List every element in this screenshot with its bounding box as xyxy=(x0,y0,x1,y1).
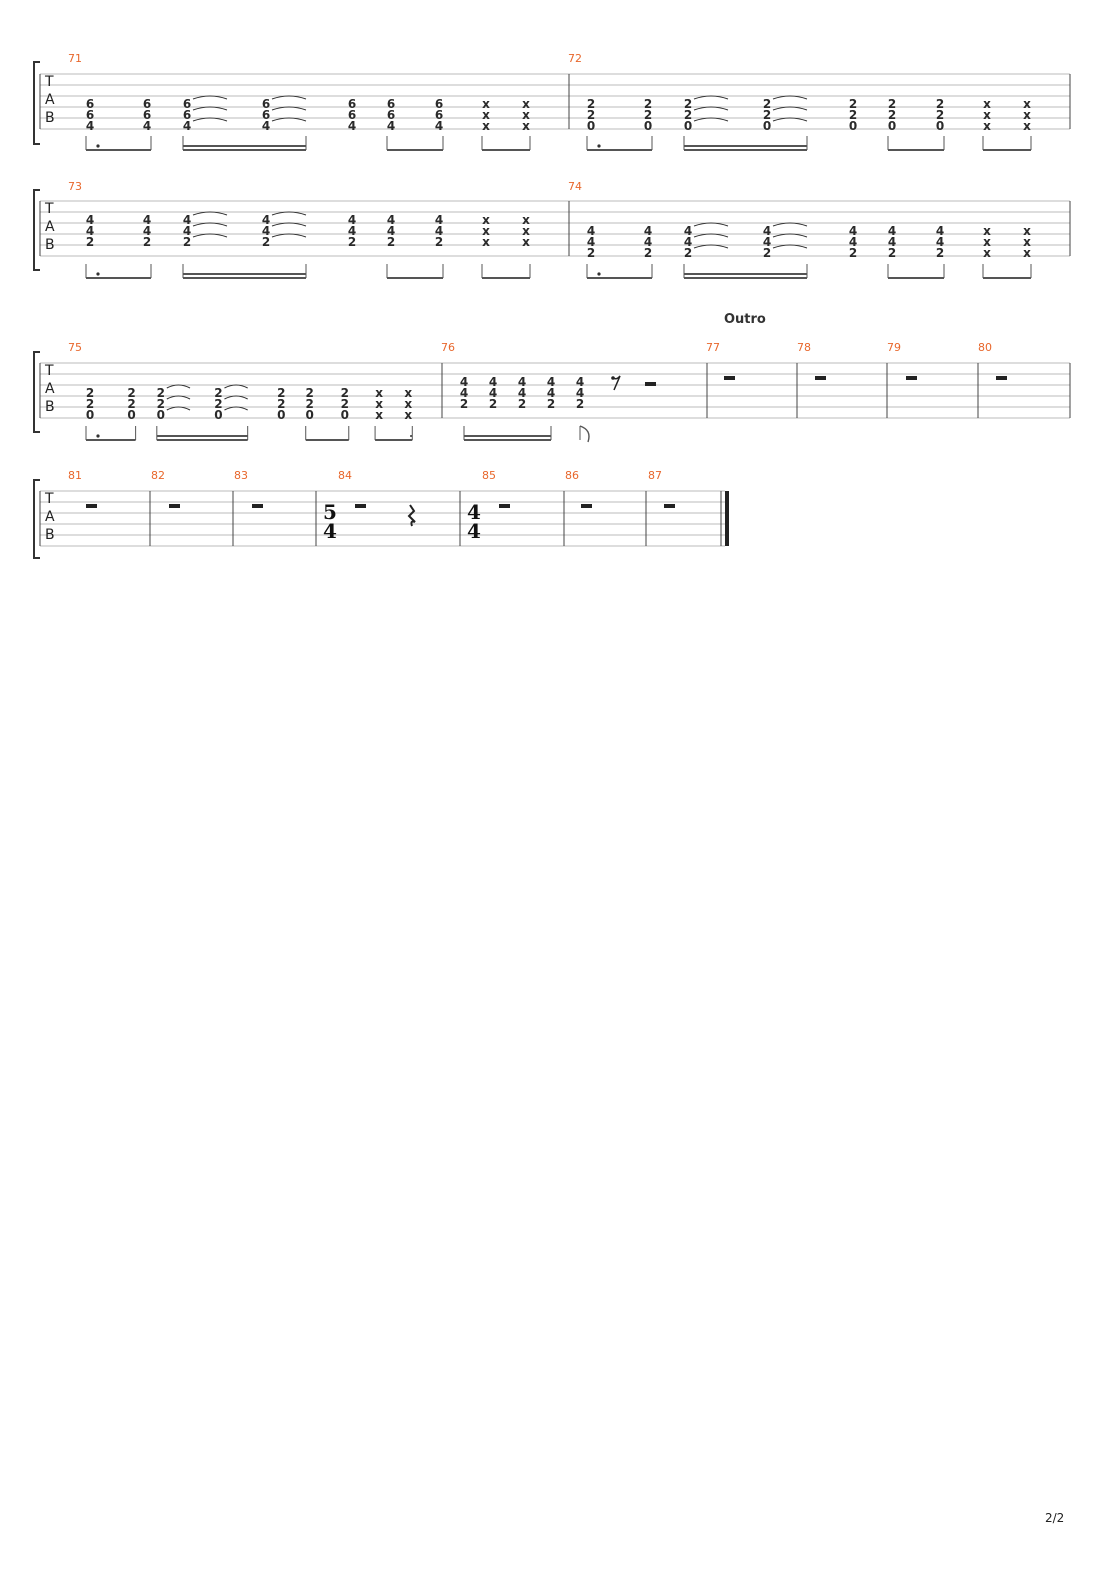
dead-note: x xyxy=(482,108,490,122)
system-bracket xyxy=(34,480,40,558)
measure-number: 79 xyxy=(887,341,901,354)
tab-note: 0 xyxy=(85,408,95,422)
system-bracket xyxy=(34,352,40,432)
tab-note: 2 xyxy=(434,235,444,249)
tab-note: 0 xyxy=(683,119,693,133)
tab-label-t: T xyxy=(45,74,54,90)
tab-note: 2 xyxy=(683,97,693,111)
tab-note: 2 xyxy=(340,397,349,411)
time-signature-bottom: 4 xyxy=(323,519,337,543)
tab-note: 2 xyxy=(546,397,556,411)
half-rest xyxy=(906,376,917,380)
dead-note: x xyxy=(522,119,530,133)
dead-note: x xyxy=(983,246,991,260)
final-barline xyxy=(725,491,729,546)
tab-label-a: A xyxy=(45,219,55,235)
tab-note: 4 xyxy=(586,235,596,249)
tab-note: 4 xyxy=(848,224,858,238)
tab-note: 0 xyxy=(340,408,349,422)
half-rest xyxy=(355,504,366,508)
dead-note: x xyxy=(404,386,413,400)
tab-note: 6 xyxy=(347,108,357,122)
tab-note: 4 xyxy=(575,386,585,400)
tab-note: 6 xyxy=(85,108,95,122)
tab-note: 4 xyxy=(182,224,192,238)
tab-note: 2 xyxy=(85,397,95,411)
tab-note: 2 xyxy=(683,246,693,260)
tab-note: 4 xyxy=(887,224,897,238)
tab-note: 0 xyxy=(848,119,858,133)
tab-note: 0 xyxy=(586,119,596,133)
tab-note: 4 xyxy=(586,224,596,238)
measure-number: 71 xyxy=(68,52,82,65)
system-bracket xyxy=(34,190,40,270)
tab-label-a: A xyxy=(45,509,55,525)
tab-note: 0 xyxy=(277,408,286,422)
half-rest xyxy=(252,504,263,508)
tab-note: 4 xyxy=(762,235,772,249)
tab-note: 2 xyxy=(935,108,945,122)
measure-number: 81 xyxy=(68,469,82,482)
dead-note: x xyxy=(522,224,530,238)
tab-note: 2 xyxy=(848,246,858,260)
tab-note: 4 xyxy=(848,235,858,249)
tab-note: 2 xyxy=(214,397,223,411)
tab-note: 0 xyxy=(762,119,772,133)
dead-note: x xyxy=(983,224,991,238)
tab-note: 4 xyxy=(347,119,357,133)
tab-note: 4 xyxy=(386,224,396,238)
tab-label-b: B xyxy=(45,110,55,126)
tab-note: 2 xyxy=(261,235,271,249)
dot xyxy=(96,272,99,275)
tab-note: 4 xyxy=(643,235,653,249)
tab-label-t: T xyxy=(45,363,54,379)
tab-note: 2 xyxy=(459,397,469,411)
dead-note: x xyxy=(983,119,991,133)
tab-note: 4 xyxy=(643,224,653,238)
tab-note: 2 xyxy=(935,97,945,111)
tab-note: 4 xyxy=(85,213,95,227)
tab-label-b: B xyxy=(45,399,55,415)
tab-note: 6 xyxy=(434,97,444,111)
dead-note: x xyxy=(404,397,413,411)
tab-note: 4 xyxy=(142,224,152,238)
measure-number: 83 xyxy=(234,469,248,482)
tab-note: 4 xyxy=(683,224,693,238)
tab-note: 2 xyxy=(340,386,349,400)
tab-note: 2 xyxy=(887,97,897,111)
tab-note: 4 xyxy=(434,119,444,133)
measure-number: 75 xyxy=(68,341,82,354)
tab-note: 2 xyxy=(935,246,945,260)
tab-note: 4 xyxy=(386,119,396,133)
dot xyxy=(597,144,600,147)
time-signature-top: 5 xyxy=(323,500,337,524)
measure-number: 76 xyxy=(441,341,455,354)
tab-note: 0 xyxy=(643,119,653,133)
tab-note: 4 xyxy=(347,213,357,227)
half-rest xyxy=(581,504,592,508)
tab-note: 2 xyxy=(517,397,527,411)
dead-note: x xyxy=(375,408,383,422)
tab-note: 2 xyxy=(305,386,314,400)
tab-note: 4 xyxy=(182,213,192,227)
tab-note: 2 xyxy=(762,108,772,122)
dead-note: x xyxy=(482,213,490,227)
half-rest xyxy=(86,504,97,508)
notes-layer xyxy=(86,96,1031,442)
dead-note: x xyxy=(1023,224,1031,238)
measure-number: 77 xyxy=(706,341,720,354)
tab-note: 4 xyxy=(261,224,271,238)
tab-note: 4 xyxy=(517,386,527,400)
tab-note: 2 xyxy=(127,386,136,400)
measure-number: 87 xyxy=(648,469,662,482)
tab-note: 4 xyxy=(182,119,192,133)
measure-number: 78 xyxy=(797,341,811,354)
half-rest xyxy=(815,376,826,380)
tab-note: 2 xyxy=(643,108,653,122)
system-4 xyxy=(34,469,729,558)
measure-number: 82 xyxy=(151,469,165,482)
tab-note: 2 xyxy=(488,397,498,411)
tab-note: 2 xyxy=(762,97,772,111)
tab-note: 2 xyxy=(305,397,314,411)
tab-label-b: B xyxy=(45,527,55,543)
tab-note: 6 xyxy=(347,97,357,111)
tab-note: 4 xyxy=(935,235,945,249)
tab-note: 0 xyxy=(305,408,314,422)
system-bracket xyxy=(34,62,40,144)
dead-note: x xyxy=(522,108,530,122)
quarter-rest xyxy=(409,505,415,526)
measure-number: 73 xyxy=(68,180,82,193)
dead-note: x xyxy=(375,397,383,411)
dead-note: x xyxy=(375,386,383,400)
tab-note: 2 xyxy=(683,108,693,122)
dot xyxy=(96,144,99,147)
tab-note: 4 xyxy=(459,386,469,400)
tab-note: 6 xyxy=(142,97,152,111)
eighth-rest-dot xyxy=(611,376,615,380)
dead-note: x xyxy=(482,119,490,133)
tab-note: 6 xyxy=(261,97,271,111)
tab-note: 2 xyxy=(848,108,858,122)
tab-note: 4 xyxy=(546,375,556,389)
tab-note: 2 xyxy=(277,386,286,400)
tab-note: 0 xyxy=(935,119,945,133)
tab-note: 6 xyxy=(142,108,152,122)
tab-note: 0 xyxy=(887,119,897,133)
dead-note: x xyxy=(1023,119,1031,133)
tab-label-t: T xyxy=(45,491,54,507)
dead-note: x xyxy=(522,235,530,249)
tab-note: 4 xyxy=(85,119,95,133)
measure-number: 84 xyxy=(338,469,352,482)
half-rest xyxy=(169,504,180,508)
tab-label-b: B xyxy=(45,237,55,253)
tab-note: 2 xyxy=(214,386,223,400)
tab-note: 4 xyxy=(386,213,396,227)
tab-label-a: A xyxy=(45,381,55,397)
tab-note: 2 xyxy=(277,397,286,411)
tab-note: 4 xyxy=(575,375,585,389)
tab-note: 4 xyxy=(488,375,498,389)
dead-note: x xyxy=(482,235,490,249)
tab-label-t: T xyxy=(45,201,54,217)
time-signature-top: 4 xyxy=(467,500,481,524)
tab-note: 2 xyxy=(182,235,192,249)
tab-note: 4 xyxy=(517,375,527,389)
half-rest xyxy=(664,504,675,508)
tab-note: 4 xyxy=(347,224,357,238)
tab-note: 2 xyxy=(156,397,165,411)
tab-note: 0 xyxy=(127,408,136,422)
page-number: 2/2 xyxy=(1045,1511,1065,1525)
dead-note: x xyxy=(522,97,530,111)
dead-note: x xyxy=(983,108,991,122)
tab-note: 6 xyxy=(261,108,271,122)
dead-note: x xyxy=(404,408,413,422)
tab-note: 4 xyxy=(683,235,693,249)
tab-note: 2 xyxy=(127,397,136,411)
dot xyxy=(96,434,99,437)
staff-lines xyxy=(40,201,1070,256)
tab-note: 4 xyxy=(142,119,152,133)
measure-number: 85 xyxy=(482,469,496,482)
tab-note: 6 xyxy=(182,97,192,111)
section-label: Outro xyxy=(724,312,766,327)
half-rest xyxy=(645,382,656,386)
measure-number: 80 xyxy=(978,341,992,354)
tab-note: 2 xyxy=(156,386,165,400)
tab-note: 4 xyxy=(434,224,444,238)
tab-note: 4 xyxy=(459,375,469,389)
tab-note: 4 xyxy=(546,386,556,400)
measure-number: 74 xyxy=(568,180,582,193)
tab-note: 2 xyxy=(643,97,653,111)
tab-note: 2 xyxy=(887,108,897,122)
tab-note: 4 xyxy=(261,213,271,227)
dead-note: x xyxy=(983,97,991,111)
tab-note: 0 xyxy=(214,408,223,422)
dead-note: x xyxy=(522,213,530,227)
tab-note: 4 xyxy=(434,213,444,227)
tab-note: 4 xyxy=(488,386,498,400)
barlines xyxy=(40,491,721,546)
tab-note: 4 xyxy=(142,213,152,227)
tab-label-a: A xyxy=(45,92,55,108)
time-signature-bottom: 4 xyxy=(467,519,481,543)
tab-note: 2 xyxy=(386,235,396,249)
tab-note: 2 xyxy=(887,246,897,260)
tab-note: 2 xyxy=(347,235,357,249)
tab-note: 2 xyxy=(586,246,596,260)
tab-note: 4 xyxy=(935,224,945,238)
dead-note: x xyxy=(983,235,991,249)
half-rest xyxy=(996,376,1007,380)
tab-note: 4 xyxy=(762,224,772,238)
tab-note: 2 xyxy=(586,97,596,111)
tab-note: 6 xyxy=(386,97,396,111)
half-rest xyxy=(499,504,510,508)
tab-note: 2 xyxy=(85,386,95,400)
dead-note: x xyxy=(482,224,490,238)
staff-lines xyxy=(40,491,725,546)
tab-note: 2 xyxy=(142,235,152,249)
tab-note: 2 xyxy=(643,246,653,260)
dead-note: x xyxy=(1023,235,1031,249)
dead-note: x xyxy=(482,97,490,111)
tab-note: 6 xyxy=(434,108,444,122)
note-flag xyxy=(580,426,589,442)
tab-note: 2 xyxy=(762,246,772,260)
tab-note: 6 xyxy=(386,108,396,122)
tab-note: 2 xyxy=(575,397,585,411)
measure-number: 86 xyxy=(565,469,579,482)
tab-note: 6 xyxy=(182,108,192,122)
dead-note: x xyxy=(1023,246,1031,260)
tab-note: 2 xyxy=(85,235,95,249)
barlines xyxy=(40,201,1070,256)
tab-note: 0 xyxy=(156,408,165,422)
dot xyxy=(597,272,600,275)
dead-note: x xyxy=(1023,108,1031,122)
tab-note: 4 xyxy=(887,235,897,249)
dead-note: x xyxy=(1023,97,1031,111)
tab-note: 4 xyxy=(261,119,271,133)
system-3 xyxy=(34,312,1070,432)
half-rest xyxy=(724,376,735,380)
tab-note: 6 xyxy=(85,97,95,111)
measure-number: 72 xyxy=(568,52,582,65)
tab-note: 2 xyxy=(848,97,858,111)
tab-note: 4 xyxy=(85,224,95,238)
tab-note: 2 xyxy=(586,108,596,122)
